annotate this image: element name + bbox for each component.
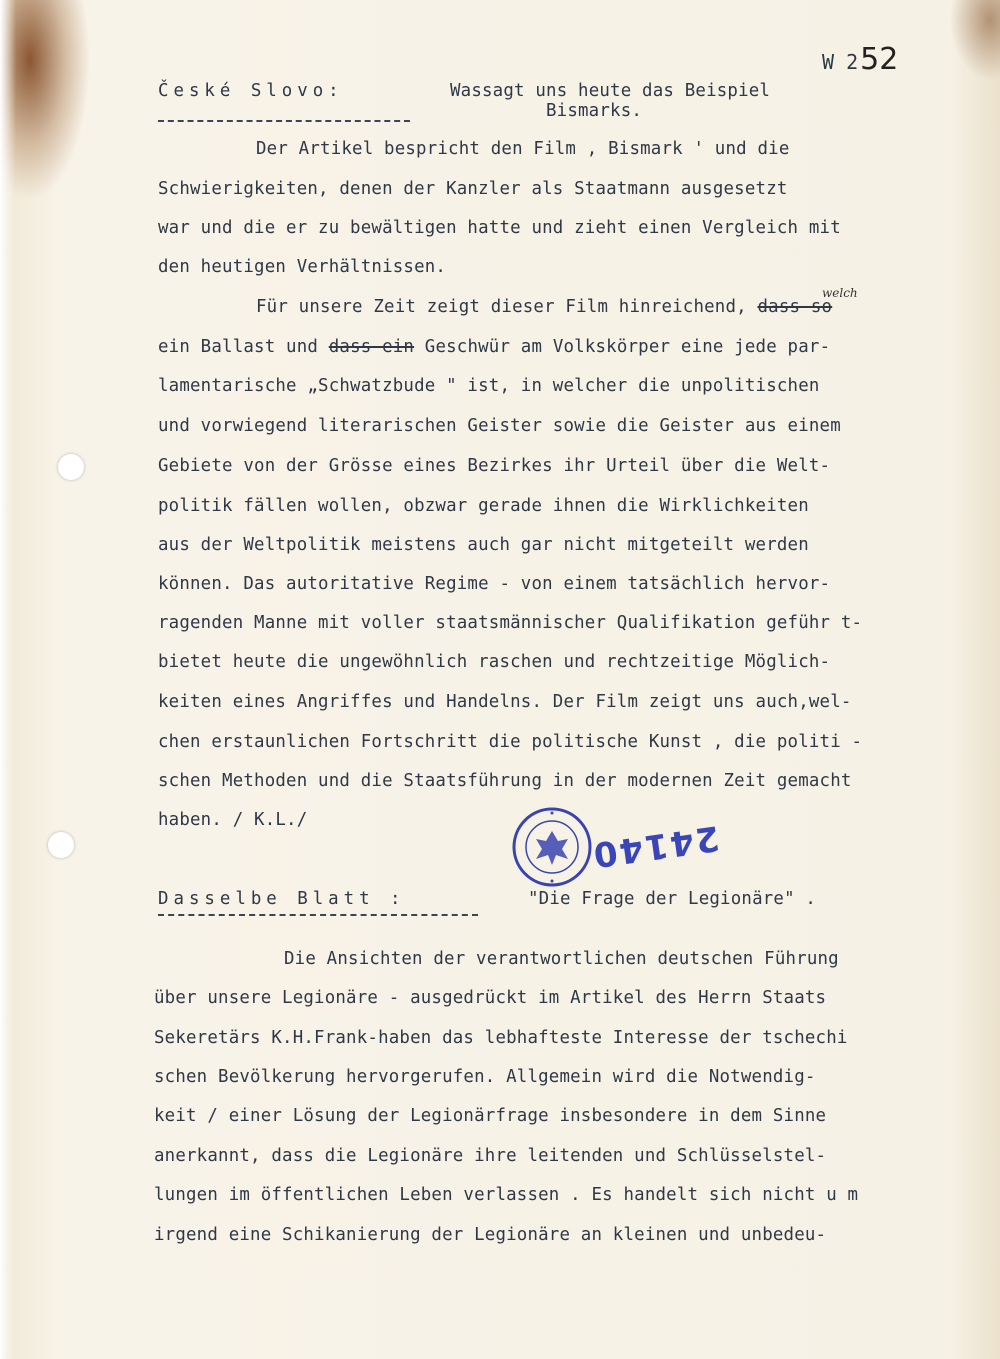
para3-line: anerkannt, dass die Legionäre ihre leitenden und Schlüsselstel-	[154, 1146, 827, 1166]
para3-line: lungen im öffentlichen Leben verlassen . Es handelt sich nicht u m	[154, 1185, 859, 1205]
para2-line: bietet heute die ungewöhnlich raschen und rechtzeitige Möglich-	[158, 652, 831, 672]
section2-underline	[158, 914, 478, 916]
section1-title-line1: Wassagt uns heute das Beispiel	[450, 81, 771, 101]
handwritten-insert: welch	[822, 286, 858, 300]
para1-line: Der Artikel bespricht den Film , Bismark ' und die	[256, 139, 790, 159]
para2-line-2-text: ein Ballast und	[158, 337, 329, 357]
para3-line: irgend eine Schikanierung der Legionäre an kleinen und unbedeu-	[154, 1225, 827, 1245]
para2-line: politik fällen wollen, obzwar gerade ihnen die Wirklichkeiten	[158, 496, 809, 516]
para3-line: keit / einer Lösung der Legionärfrage insbesondere in dem Sinne	[154, 1106, 827, 1126]
struck-text: dass so	[757, 297, 833, 317]
section1-underline	[158, 120, 410, 122]
para2-line: keiten eines Angriffes und Handelns. Der Film zeigt uns auch,wel-	[158, 692, 852, 712]
para1-line: Schwierigkeiten, denen der Kanzler als Staatmann ausgesetzt	[158, 179, 788, 199]
para2-line: chen erstaunlichen Fortschritt die politische Kunst , die politi -	[158, 732, 863, 752]
para2-line: lamentarische „Schwatzbude " ist, in welcher die unpolitischen	[158, 376, 820, 396]
punch-hole-bottom	[48, 832, 74, 858]
para2-line-2-end: Geschwür am Volkskörper eine jede par-	[414, 337, 831, 357]
struck-text: dass ein	[328, 337, 415, 357]
para2-line-1	[256, 296, 832, 318]
page-number-handwritten: 52	[860, 42, 899, 77]
page-number	[822, 42, 898, 77]
punch-hole-top	[58, 454, 84, 480]
section1-title-line2: Bismarks.	[546, 101, 643, 121]
para1-line: den heutigen Verhältnissen.	[158, 257, 447, 277]
para3-line: schen Bevölkerung hervorgerufen. Allgemein wird die Notwendig-	[154, 1067, 816, 1087]
para2-line: aus der Weltpolitik meistens auch gar nicht mitgeteilt werden	[158, 535, 809, 555]
para3-line: Sekeretärs K.H.Frank-haben das lebhafteste Interesse der tschechi	[154, 1028, 848, 1048]
para3-line: Die Ansichten der verantwortlichen deutschen Führung	[284, 949, 839, 969]
section1-source: České Slovo:	[158, 81, 344, 101]
para2-line-2	[158, 336, 830, 358]
section2-source: Dasselbe Blatt :	[158, 889, 406, 909]
para2-signature: haben. / K.L./	[158, 810, 308, 830]
registry-number-stamp	[589, 817, 723, 878]
para2-line-1-text: Für unsere Zeit zeigt dieser Film hinreichend,	[256, 297, 758, 317]
page-number-typed: W 2	[822, 50, 859, 74]
registry-number: 24140	[589, 817, 722, 875]
para2-line: schen Methoden und die Staatsführung in der modernen Zeit gemacht	[158, 771, 852, 791]
para2-line: ragenden Manne mit voller staatsmännischer Qualifikation geführ t-	[158, 613, 863, 633]
section2-title: "Die Frage der Legionäre" .	[528, 889, 817, 909]
para1-line: war und die er zu bewältigen hatte und zieht einen Vergleich mit	[158, 218, 841, 238]
para2-line: können. Das autoritative Regime - von einem tatsächlich hervor-	[158, 574, 831, 594]
para2-line: und vorwiegend literarischen Geister sowie die Geister aus einem	[158, 416, 841, 436]
para2-line: Gebiete von der Grösse eines Bezirkes ihr Urteil über die Welt-	[158, 456, 831, 476]
para3-line: über unsere Legionäre - ausgedrückt im Artikel des Herrn Staats	[154, 988, 827, 1008]
archive-seal-stamp	[510, 805, 594, 889]
